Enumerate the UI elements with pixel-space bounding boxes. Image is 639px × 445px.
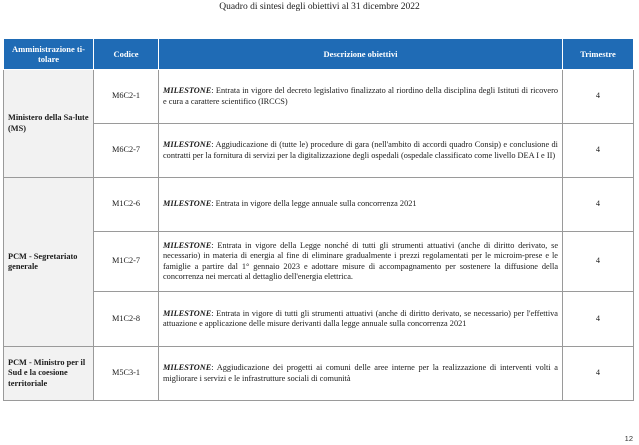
description-text: : Aggiudicazione dei progetti ai comuni delle aree interne per la realizzazione di interventi volti a migliorare i servizi e le infrastrutture sociali di comunità [163,363,558,383]
table-row [4,124,634,178]
code-cell: M1C2-7 [94,232,159,292]
table-row [4,292,634,347]
code-cell: M1C2-8 [94,292,159,347]
description-cell [159,292,563,347]
table-row [4,70,634,124]
code-cell: M6C2-7 [94,124,159,178]
header-row [4,39,634,70]
admin-cell: PCM - Ministro per il Sud e la coesione territoriale [4,347,94,401]
description-cell [159,347,563,401]
milestone-label: MILESTONE [163,199,212,209]
quarter-cell: 4 [563,347,634,401]
description-text: : Entrata in vigore della legge annuale sulla concorrenza 2021 [211,199,417,209]
admin-cell: PCM - Segretariato generale [4,178,94,347]
description-text: : Entrata in vigore di tutti gli strumenti attuativi (anche di diritto derivato, se necessario) per l'effettiva attuazione e applicazione delle misure derivanti dalla legge annuale sulla concorrenza 2021 [163,308,558,328]
quarter-cell: 4 [563,232,634,292]
description-cell [159,178,563,232]
description-text: : Aggiudicazione di (tutte le) procedure di gara (nell'ambito di accordi quadro Consip) e conclusione di contratti per la fornitura di servizi per la digitalizzazione degli ospedali (ospedale classificato come livello DEA I e II) [163,140,558,160]
header-code: Codice [94,39,159,70]
milestone-label: MILESTONE [163,86,212,96]
description-text: : Entrata in vigore del decreto legislativo finalizzato al riordino della disciplina degli Istituti di ricovero e cura a carattere scientifico (IRCCS) [163,86,558,106]
header-quarter: Trimestre [563,39,634,70]
description-text: : Entrata in vigore della Legge nonché di tutti gli strumenti attuativi (anche di diritto derivato, se necessario) in materia di energia al fine di eliminare gradualmente i prezzi regolamentati per le microim-prese e le famiglie a partire dal 1° gennaio 2023 e adottare misure di accompagnamento per sostenere la diffusione della concorrenza nei mercati al dettaglio dell'energia elettrica. [163,241,558,281]
description-cell [159,124,563,178]
milestone-label: MILESTONE [163,140,212,150]
table-row [4,347,634,401]
page-number: 12 [624,434,633,443]
admin-cell: Ministero della Sa-lute (MS) [4,70,94,178]
header-description: Descrizione obiettivi [159,39,563,70]
milestone-label: MILESTONE [163,308,212,318]
table-row [4,178,634,232]
objectives-table [3,38,634,401]
page-title: Quadro di sintesi degli obiettivi al 31 dicembre 2022 [219,2,420,12]
description-cell [159,232,563,292]
description-cell [159,70,563,124]
milestone-label: MILESTONE [163,363,212,373]
code-cell: M6C2-1 [94,70,159,124]
quarter-cell: 4 [563,292,634,347]
table-row [4,232,634,292]
header-admin: Amministrazione ti-tolare [4,39,94,70]
quarter-cell: 4 [563,70,634,124]
code-cell: M5C3-1 [94,347,159,401]
milestone-label: MILESTONE [163,241,212,251]
quarter-cell: 4 [563,178,634,232]
quarter-cell: 4 [563,124,634,178]
code-cell: M1C2-6 [94,178,159,232]
